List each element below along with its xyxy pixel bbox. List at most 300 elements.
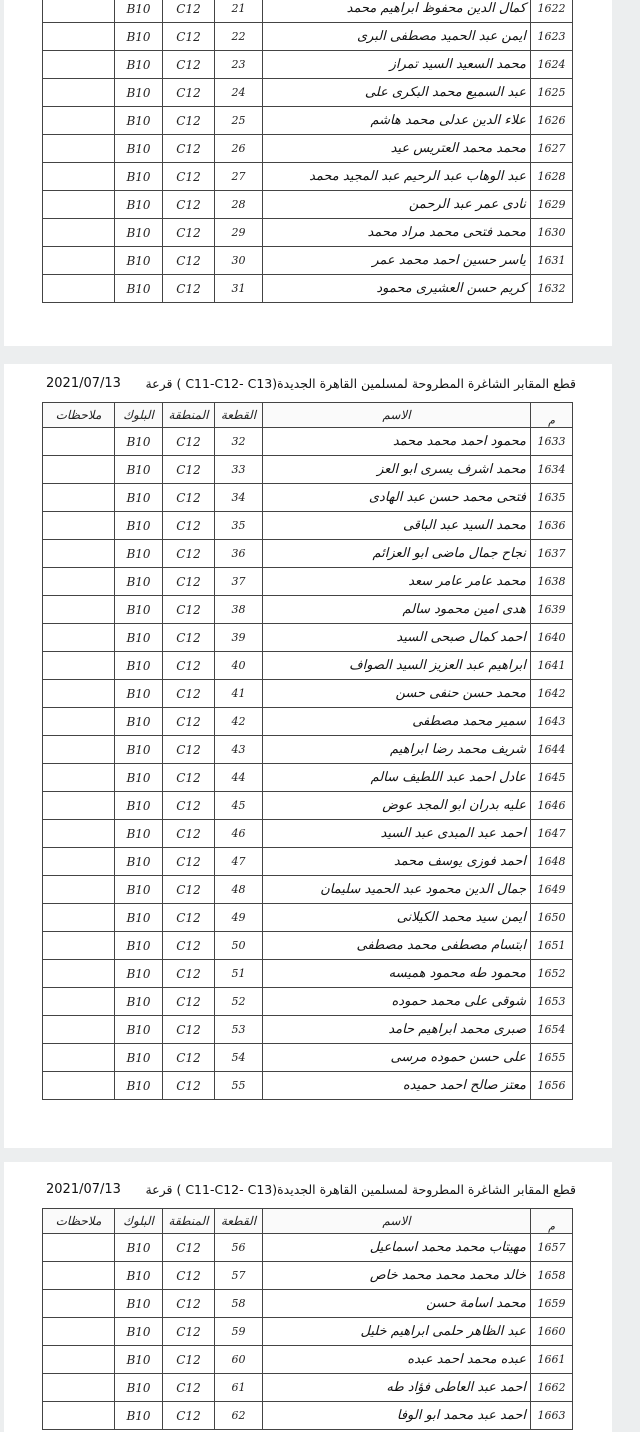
cell-zone: C12 xyxy=(163,0,215,23)
cell-block: B10 xyxy=(115,736,163,764)
cell-name: علاء الدين عدلى محمد هاشم xyxy=(263,107,531,135)
cell-block: B10 xyxy=(115,568,163,596)
cell-zone: C12 xyxy=(163,219,215,247)
cell-num: 1637 xyxy=(531,540,573,568)
cell-notes xyxy=(43,1290,115,1318)
cell-notes xyxy=(43,960,115,988)
cell-num: 1632 xyxy=(531,275,573,303)
sheet-title xyxy=(46,1182,576,1202)
cell-notes xyxy=(43,792,115,820)
table-row xyxy=(43,792,573,820)
cell-plot: 22 xyxy=(215,23,263,51)
header-num: م xyxy=(531,403,573,428)
cell-notes xyxy=(43,568,115,596)
cell-plot: 44 xyxy=(215,764,263,792)
cell-num: 1651 xyxy=(531,932,573,960)
cell-num: 1657 xyxy=(531,1234,573,1262)
cell-name: عبده محمد احمد عبده xyxy=(263,1346,531,1374)
table-row xyxy=(43,988,573,1016)
cell-num: 1663 xyxy=(531,1402,573,1430)
cell-num: 1645 xyxy=(531,764,573,792)
cell-name: كمال الدين محفوظ ابراهيم محمد xyxy=(263,0,531,23)
cell-plot: 53 xyxy=(215,1016,263,1044)
cell-block: B10 xyxy=(115,1346,163,1374)
header-plot: القطعة xyxy=(215,403,263,428)
cell-name: عبد الظاهر حلمى ابراهيم خليل xyxy=(263,1318,531,1346)
header-num: م xyxy=(531,1209,573,1234)
cell-num: 1630 xyxy=(531,219,573,247)
cell-name: احمد فوزى يوسف محمد xyxy=(263,848,531,876)
cell-zone: C12 xyxy=(163,960,215,988)
header-notes: ملاحظات xyxy=(43,1209,115,1234)
cell-num: 1631 xyxy=(531,247,573,275)
cell-num: 1643 xyxy=(531,708,573,736)
cell-name: ياسر حسين احمد محمد عمر xyxy=(263,247,531,275)
cell-notes xyxy=(43,1402,115,1430)
cell-name: مهيتاب محمد محمد اسماعيل xyxy=(263,1234,531,1262)
cell-zone: C12 xyxy=(163,484,215,512)
cell-notes xyxy=(43,1262,115,1290)
cell-zone: C12 xyxy=(163,848,215,876)
cell-num: 1641 xyxy=(531,652,573,680)
cell-name: شريف محمد رضا ابراهيم xyxy=(263,736,531,764)
cell-zone: C12 xyxy=(163,135,215,163)
table-row xyxy=(43,652,573,680)
table-row xyxy=(43,163,573,191)
cell-plot: 24 xyxy=(215,79,263,107)
cell-notes xyxy=(43,932,115,960)
cell-name: صبرى محمد ابراهيم حامد xyxy=(263,1016,531,1044)
cell-plot: 60 xyxy=(215,1346,263,1374)
cell-name: احمد عبد العاطى فؤاد طه xyxy=(263,1374,531,1402)
cell-num: 1659 xyxy=(531,1290,573,1318)
cell-num: 1625 xyxy=(531,79,573,107)
cell-plot: 23 xyxy=(215,51,263,79)
header-zone: المنطقة xyxy=(163,403,215,428)
cell-block: B10 xyxy=(115,904,163,932)
cell-name: معتز صالح احمد حميده xyxy=(263,1072,531,1100)
table-row xyxy=(43,191,573,219)
cell-zone: C12 xyxy=(163,624,215,652)
cell-plot: 28 xyxy=(215,191,263,219)
cell-block: B10 xyxy=(115,1318,163,1346)
cell-name: شوقى على محمد حموده xyxy=(263,988,531,1016)
cell-plot: 27 xyxy=(215,163,263,191)
cell-num: 1629 xyxy=(531,191,573,219)
cell-name: هدى امين محمود سالم xyxy=(263,596,531,624)
cell-plot: 45 xyxy=(215,792,263,820)
header-name: الاسم xyxy=(263,403,531,428)
table-row xyxy=(43,708,573,736)
cell-zone: C12 xyxy=(163,680,215,708)
cell-zone: C12 xyxy=(163,456,215,484)
cell-plot: 37 xyxy=(215,568,263,596)
cell-block: B10 xyxy=(115,1016,163,1044)
cell-plot: 31 xyxy=(215,275,263,303)
cell-notes xyxy=(43,23,115,51)
cell-plot: 21 xyxy=(215,0,263,23)
cell-name: عبد الوهاب عبد الرحيم عبد المجيد محمد xyxy=(263,163,531,191)
cell-plot: 62 xyxy=(215,1402,263,1430)
cell-plot: 46 xyxy=(215,820,263,848)
cell-name: احمد كمال صبحى السيد xyxy=(263,624,531,652)
cell-notes xyxy=(43,163,115,191)
cell-notes xyxy=(43,428,115,456)
cell-notes xyxy=(43,848,115,876)
cell-name: كريم حسن العشيرى محمود xyxy=(263,275,531,303)
table-row xyxy=(43,0,573,23)
table-row xyxy=(43,1374,573,1402)
table-row xyxy=(43,876,573,904)
cell-plot: 38 xyxy=(215,596,263,624)
cell-block: B10 xyxy=(115,512,163,540)
sheet-page-2 xyxy=(4,364,612,1148)
cell-notes xyxy=(43,456,115,484)
cell-num: 1658 xyxy=(531,1262,573,1290)
cell-plot: 54 xyxy=(215,1044,263,1072)
cell-name: جمال الدين محمود عبد الحميد سليمان xyxy=(263,876,531,904)
cell-num: 1644 xyxy=(531,736,573,764)
cell-num: 1647 xyxy=(531,820,573,848)
cell-notes xyxy=(43,219,115,247)
cell-notes xyxy=(43,247,115,275)
table-row xyxy=(43,219,573,247)
cell-name: محمد عامر عامر سعد xyxy=(263,568,531,596)
cell-plot: 25 xyxy=(215,107,263,135)
cell-zone: C12 xyxy=(163,904,215,932)
cell-num: 1640 xyxy=(531,624,573,652)
cell-notes xyxy=(43,512,115,540)
cell-notes xyxy=(43,1016,115,1044)
cell-notes xyxy=(43,484,115,512)
header-block: البلوك xyxy=(115,1209,163,1234)
cell-block: B10 xyxy=(115,988,163,1016)
cell-plot: 43 xyxy=(215,736,263,764)
cell-zone: C12 xyxy=(163,1402,215,1430)
cell-plot: 33 xyxy=(215,456,263,484)
cell-notes xyxy=(43,1234,115,1262)
cell-zone: C12 xyxy=(163,764,215,792)
cell-plot: 32 xyxy=(215,428,263,456)
cell-zone: C12 xyxy=(163,1290,215,1318)
cell-block: B10 xyxy=(115,247,163,275)
cell-name: نادى عمر عبد الرحمن xyxy=(263,191,531,219)
cell-block: B10 xyxy=(115,1234,163,1262)
cell-name: عادل احمد عبد اللطيف سالم xyxy=(263,764,531,792)
cell-plot: 61 xyxy=(215,1374,263,1402)
cell-zone: C12 xyxy=(163,736,215,764)
cell-name: خالد محمد محمد محمد خاص xyxy=(263,1262,531,1290)
cell-notes xyxy=(43,1318,115,1346)
cell-block: B10 xyxy=(115,624,163,652)
cell-plot: 55 xyxy=(215,1072,263,1100)
cell-num: 1656 xyxy=(531,1072,573,1100)
cell-name: محمد محمد العتريس عيد xyxy=(263,135,531,163)
cell-notes xyxy=(43,624,115,652)
cell-block: B10 xyxy=(115,163,163,191)
table-row xyxy=(43,820,573,848)
cell-zone: C12 xyxy=(163,596,215,624)
cell-plot: 59 xyxy=(215,1318,263,1346)
cell-zone: C12 xyxy=(163,247,215,275)
title-date: 2021/07/13 xyxy=(46,376,121,391)
cell-block: B10 xyxy=(115,792,163,820)
cell-zone: C12 xyxy=(163,988,215,1016)
table-row xyxy=(43,484,573,512)
table-row xyxy=(43,904,573,932)
header-notes: ملاحظات xyxy=(43,403,115,428)
cell-plot: 51 xyxy=(215,960,263,988)
cell-block: B10 xyxy=(115,680,163,708)
cell-num: 1661 xyxy=(531,1346,573,1374)
header-name: الاسم xyxy=(263,1209,531,1234)
cell-num: 1638 xyxy=(531,568,573,596)
cell-num: 1635 xyxy=(531,484,573,512)
cell-zone: C12 xyxy=(163,708,215,736)
cell-name: على حسن حموده مرسى xyxy=(263,1044,531,1072)
cell-plot: 42 xyxy=(215,708,263,736)
cell-num: 1655 xyxy=(531,1044,573,1072)
header-block: البلوك xyxy=(115,403,163,428)
cell-block: B10 xyxy=(115,1262,163,1290)
cell-block: B10 xyxy=(115,107,163,135)
title-text: قطع المقابر الشاغرة المطروحة لمسلمين القاهرة الجديدة(C11-C12- C13 ) قرعة xyxy=(145,1182,576,1197)
table-row xyxy=(43,247,573,275)
cell-zone: C12 xyxy=(163,1262,215,1290)
cell-zone: C12 xyxy=(163,191,215,219)
table-row xyxy=(43,23,573,51)
cell-name: ايمن سيد محمد الكيلانى xyxy=(263,904,531,932)
cell-zone: C12 xyxy=(163,568,215,596)
cell-zone: C12 xyxy=(163,1346,215,1374)
header-plot: القطعة xyxy=(215,1209,263,1234)
cell-notes xyxy=(43,1374,115,1402)
table-row xyxy=(43,764,573,792)
cell-num: 1660 xyxy=(531,1318,573,1346)
cell-block: B10 xyxy=(115,652,163,680)
cell-plot: 29 xyxy=(215,219,263,247)
cell-block: B10 xyxy=(115,820,163,848)
cell-num: 1623 xyxy=(531,23,573,51)
cell-zone: C12 xyxy=(163,275,215,303)
cell-block: B10 xyxy=(115,596,163,624)
cell-name: عبد السميع محمد البكرى على xyxy=(263,79,531,107)
cell-notes xyxy=(43,596,115,624)
cell-zone: C12 xyxy=(163,792,215,820)
cell-notes xyxy=(43,540,115,568)
table-row xyxy=(43,680,573,708)
cell-plot: 57 xyxy=(215,1262,263,1290)
cell-name: محمد اشرف يسرى ابو العز xyxy=(263,456,531,484)
cell-block: B10 xyxy=(115,79,163,107)
cell-block: B10 xyxy=(115,23,163,51)
cell-notes xyxy=(43,0,115,23)
cell-plot: 48 xyxy=(215,876,263,904)
cell-plot: 58 xyxy=(215,1290,263,1318)
cell-notes xyxy=(43,904,115,932)
table-row xyxy=(43,512,573,540)
table-row xyxy=(43,135,573,163)
cell-name: احمد عبد المبدى عبد السيد xyxy=(263,820,531,848)
table-row xyxy=(43,275,573,303)
table-row xyxy=(43,1234,573,1262)
cell-notes xyxy=(43,736,115,764)
cell-notes xyxy=(43,820,115,848)
cell-num: 1622 xyxy=(531,0,573,23)
cell-zone: C12 xyxy=(163,540,215,568)
cell-notes xyxy=(43,1346,115,1374)
cell-num: 1649 xyxy=(531,876,573,904)
cell-num: 1639 xyxy=(531,596,573,624)
table-row xyxy=(43,79,573,107)
cell-zone: C12 xyxy=(163,51,215,79)
cell-plot: 30 xyxy=(215,247,263,275)
cell-block: B10 xyxy=(115,135,163,163)
cell-num: 1636 xyxy=(531,512,573,540)
cell-notes xyxy=(43,51,115,79)
table-row xyxy=(43,736,573,764)
cell-notes xyxy=(43,107,115,135)
cell-num: 1627 xyxy=(531,135,573,163)
cell-zone: C12 xyxy=(163,79,215,107)
cell-notes xyxy=(43,191,115,219)
table-row xyxy=(43,932,573,960)
cell-notes xyxy=(43,876,115,904)
cell-name: ايمن عبد الحميد مصطفى البرى xyxy=(263,23,531,51)
cell-block: B10 xyxy=(115,275,163,303)
cell-notes xyxy=(43,764,115,792)
table-row xyxy=(43,51,573,79)
cell-plot: 35 xyxy=(215,512,263,540)
cell-name: فتحى محمد حسن عبد الهادى xyxy=(263,484,531,512)
table-row xyxy=(43,1318,573,1346)
cell-block: B10 xyxy=(115,484,163,512)
table-header-row xyxy=(43,1209,573,1234)
cell-plot: 49 xyxy=(215,904,263,932)
cell-zone: C12 xyxy=(163,1072,215,1100)
cell-name: محمود احمد محمد محمد xyxy=(263,428,531,456)
cell-zone: C12 xyxy=(163,23,215,51)
cell-plot: 26 xyxy=(215,135,263,163)
cell-notes xyxy=(43,1072,115,1100)
cell-notes xyxy=(43,708,115,736)
cell-num: 1626 xyxy=(531,107,573,135)
cell-num: 1633 xyxy=(531,428,573,456)
cell-name: ابتسام مصطفى محمد مصطفى xyxy=(263,932,531,960)
table-header-row xyxy=(43,403,573,428)
cell-num: 1628 xyxy=(531,163,573,191)
table-row xyxy=(43,596,573,624)
cell-block: B10 xyxy=(115,960,163,988)
table-row xyxy=(43,568,573,596)
cell-block: B10 xyxy=(115,1402,163,1430)
allocation-table-3 xyxy=(42,1208,573,1430)
cell-num: 1650 xyxy=(531,904,573,932)
title-date: 2021/07/13 xyxy=(46,1182,121,1197)
cell-block: B10 xyxy=(115,1072,163,1100)
cell-block: B10 xyxy=(115,219,163,247)
cell-notes xyxy=(43,1044,115,1072)
cell-block: B10 xyxy=(115,1290,163,1318)
cell-num: 1662 xyxy=(531,1374,573,1402)
header-zone: المنطقة xyxy=(163,1209,215,1234)
table-row xyxy=(43,1072,573,1100)
table-row xyxy=(43,1402,573,1430)
table-row xyxy=(43,1290,573,1318)
sheet-page-3 xyxy=(4,1162,612,1432)
cell-name: محمود طه محمود هميسه xyxy=(263,960,531,988)
cell-name: محمد اسامة حسن xyxy=(263,1290,531,1318)
cell-block: B10 xyxy=(115,540,163,568)
cell-plot: 40 xyxy=(215,652,263,680)
cell-plot: 56 xyxy=(215,1234,263,1262)
cell-zone: C12 xyxy=(163,652,215,680)
cell-block: B10 xyxy=(115,456,163,484)
cell-zone: C12 xyxy=(163,1044,215,1072)
table-row xyxy=(43,624,573,652)
cell-notes xyxy=(43,988,115,1016)
cell-block: B10 xyxy=(115,932,163,960)
title-text: قطع المقابر الشاغرة المطروحة لمسلمين القاهرة الجديدة(C11-C12- C13 ) قرعة xyxy=(145,376,576,391)
cell-name: محمد فتحى محمد مراد محمد xyxy=(263,219,531,247)
table-row xyxy=(43,456,573,484)
cell-plot: 36 xyxy=(215,540,263,568)
cell-block: B10 xyxy=(115,51,163,79)
cell-num: 1653 xyxy=(531,988,573,1016)
cell-name: ابراهيم عبد العزيز السيد الصواف xyxy=(263,652,531,680)
cell-num: 1648 xyxy=(531,848,573,876)
cell-zone: C12 xyxy=(163,428,215,456)
cell-plot: 50 xyxy=(215,932,263,960)
cell-block: B10 xyxy=(115,1374,163,1402)
cell-block: B10 xyxy=(115,1044,163,1072)
cell-num: 1654 xyxy=(531,1016,573,1044)
cell-zone: C12 xyxy=(163,876,215,904)
cell-notes xyxy=(43,275,115,303)
cell-zone: C12 xyxy=(163,1374,215,1402)
table-row xyxy=(43,960,573,988)
table-row xyxy=(43,1016,573,1044)
cell-num: 1624 xyxy=(531,51,573,79)
cell-name: محمد السعيد السيد تمراز xyxy=(263,51,531,79)
cell-zone: C12 xyxy=(163,512,215,540)
cell-zone: C12 xyxy=(163,163,215,191)
cell-block: B10 xyxy=(115,428,163,456)
sheet-title xyxy=(46,376,576,396)
cell-zone: C12 xyxy=(163,820,215,848)
cell-name: نجاح جمال ماضى ابو العزائم xyxy=(263,540,531,568)
table-row xyxy=(43,428,573,456)
cell-num: 1646 xyxy=(531,792,573,820)
cell-notes xyxy=(43,79,115,107)
cell-block: B10 xyxy=(115,708,163,736)
table-row xyxy=(43,107,573,135)
cell-name: محمد السيد عبد الباقى xyxy=(263,512,531,540)
cell-zone: C12 xyxy=(163,1234,215,1262)
cell-plot: 39 xyxy=(215,624,263,652)
allocation-table-2 xyxy=(42,402,573,1100)
cell-block: B10 xyxy=(115,0,163,23)
cell-block: B10 xyxy=(115,191,163,219)
allocation-table-1 xyxy=(42,0,573,303)
cell-zone: C12 xyxy=(163,932,215,960)
cell-num: 1652 xyxy=(531,960,573,988)
cell-notes xyxy=(43,652,115,680)
cell-name: سمير محمد مصطفى xyxy=(263,708,531,736)
cell-name: عليه بدران ابو المجد عوض xyxy=(263,792,531,820)
table-row xyxy=(43,540,573,568)
table-row xyxy=(43,1346,573,1374)
